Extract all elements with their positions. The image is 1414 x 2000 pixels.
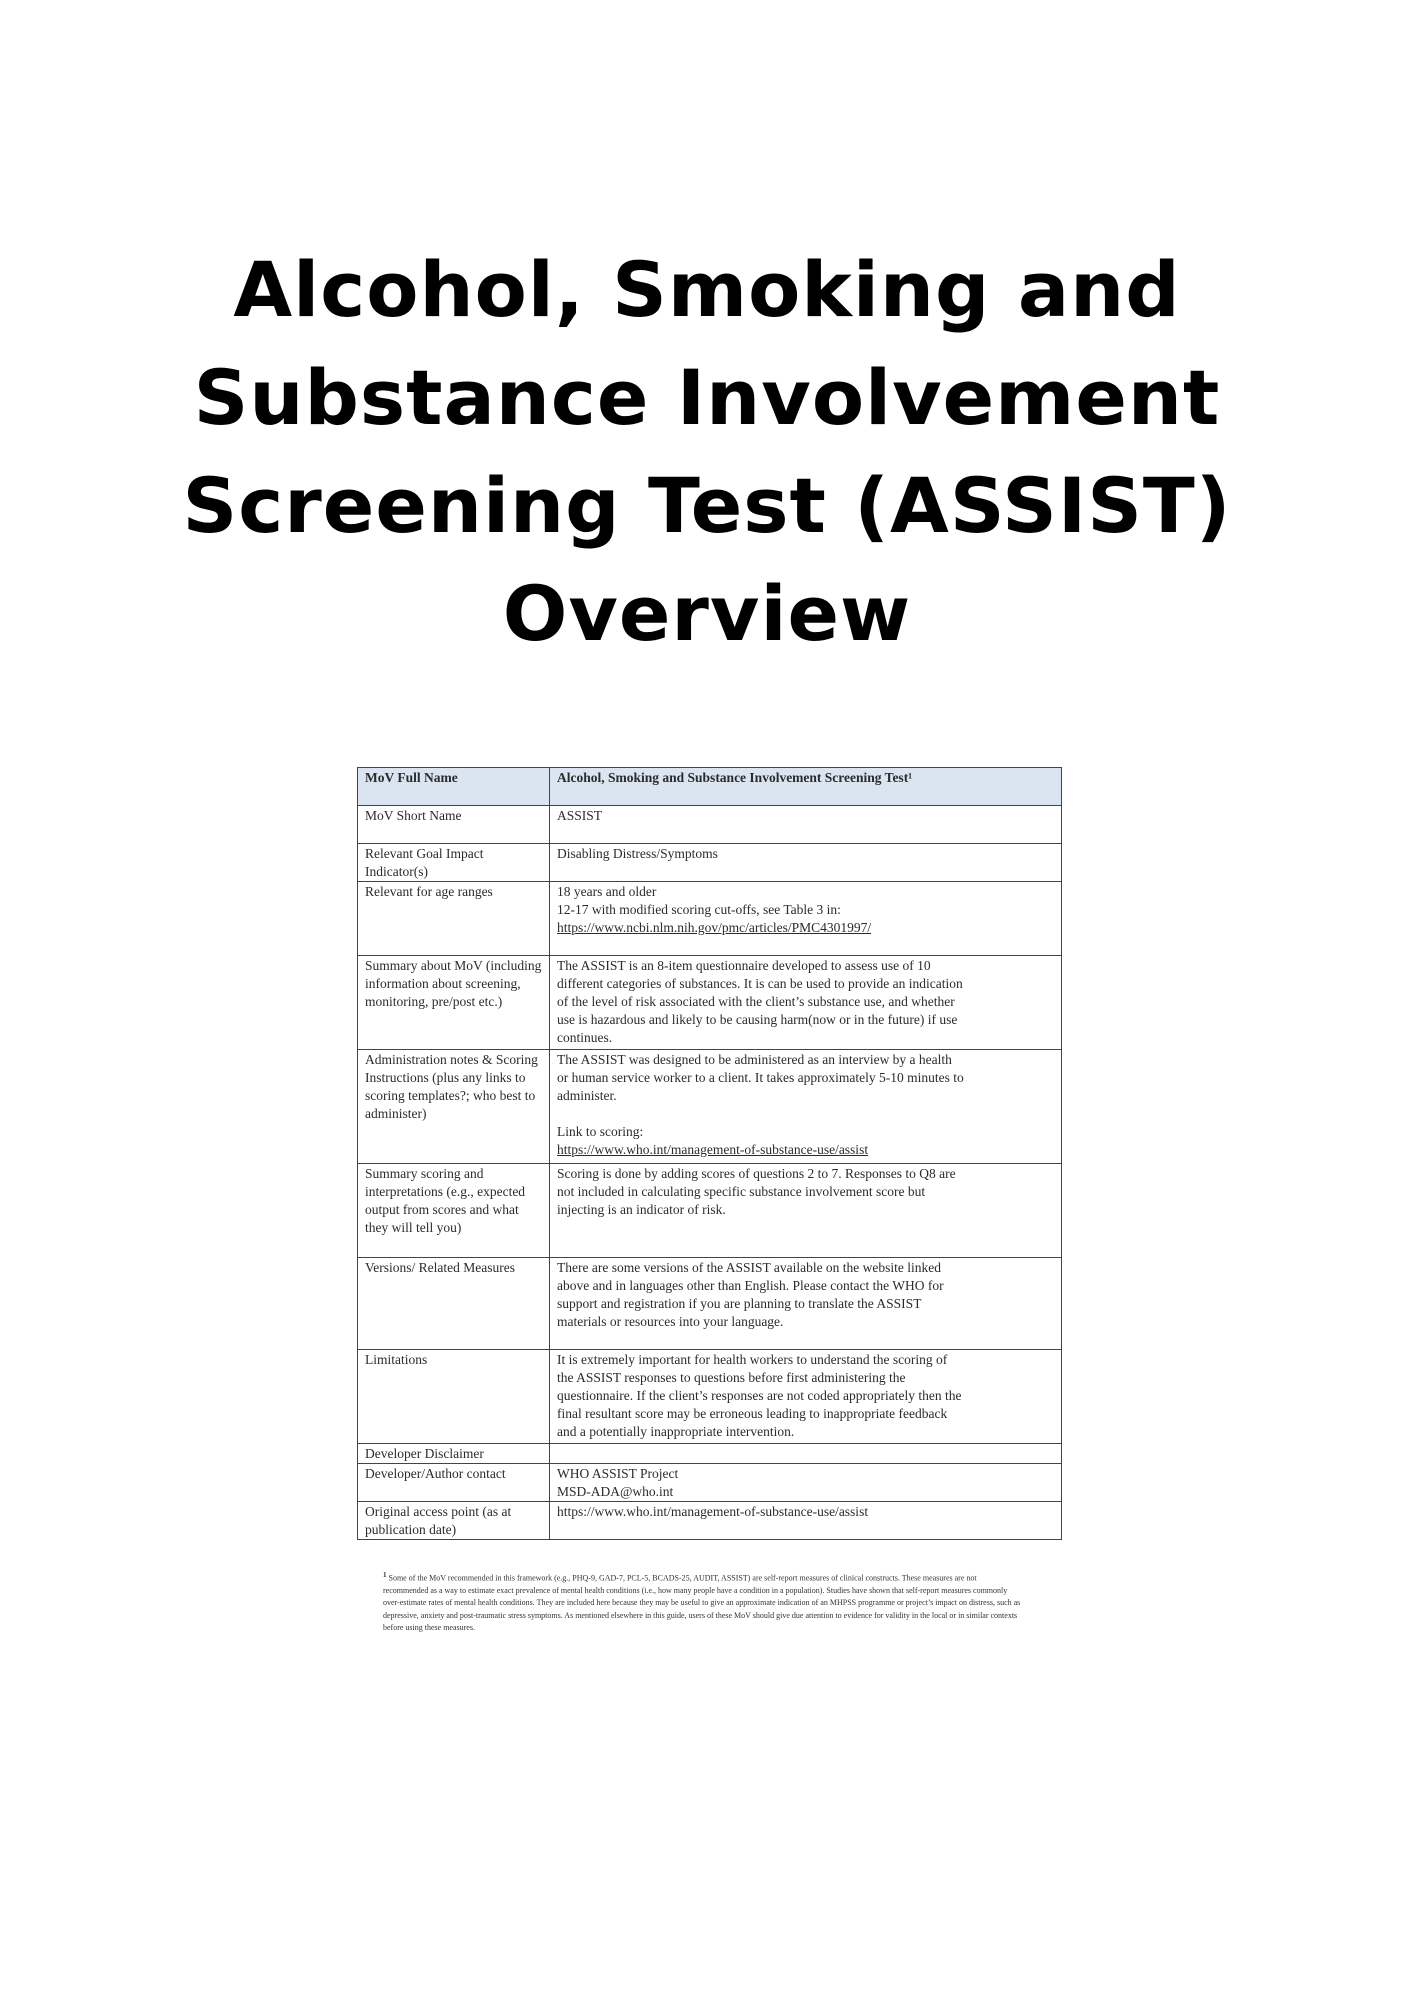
value-line: questionnaire. If the client’s responses are not coded appropriately then the (557, 1388, 962, 1403)
value-line: final resultant score may be erroneous leading to inappropriate feedback (557, 1406, 948, 1421)
row-value (550, 1464, 1062, 1502)
table-row (358, 1464, 1062, 1502)
title-line: Substance Involvement (193, 353, 1221, 442)
table-row (358, 882, 1062, 956)
row-label: Limitations (358, 1350, 550, 1444)
value-line (557, 1105, 1054, 1123)
footnote-marker: 1 (383, 1571, 387, 1579)
value-line: of the level of risk associated with the client’s substance use, and whether (557, 994, 955, 1009)
table-row (358, 1350, 1062, 1444)
value-line: or human service worker to a client. It takes approximately 5-10 minutes to (557, 1070, 964, 1085)
row-label: Administration notes & Scoring Instructions (plus any links to scoring templates?; who best to administer) (358, 1050, 550, 1164)
row-value (550, 1350, 1062, 1444)
value-line: Scoring is done by adding scores of questions 2 to 7. Responses to Q8 are (557, 1166, 956, 1181)
value-link[interactable]: https://www.who.int/management-of-substance-use/assist (557, 1142, 869, 1157)
value-line (557, 1445, 1054, 1463)
table-row (358, 844, 1062, 882)
value-line: MSD-ADA@who.int (557, 1484, 674, 1499)
value-line: support and registration if you are planning to translate the ASSIST (557, 1296, 922, 1311)
value-line: 18 years and older (557, 884, 657, 899)
row-value (550, 844, 1062, 882)
row-value (550, 768, 1062, 806)
value-line: WHO ASSIST Project (557, 1466, 679, 1481)
row-label: MoV Short Name (358, 806, 550, 844)
row-value (550, 806, 1062, 844)
table-row (358, 1502, 1062, 1540)
mov-table (357, 767, 1062, 1540)
table-row (358, 806, 1062, 844)
value-line: Alcohol, Smoking and Substance Involvement Screening Test¹ (557, 770, 913, 785)
value-line: It is extremely important for health workers to understand the scoring of (557, 1352, 948, 1367)
row-label: MoV Full Name (358, 768, 550, 806)
value-line: There are some versions of the ASSIST available on the website linked (557, 1260, 942, 1275)
row-label: Relevant Goal Impact Indicator(s) (358, 844, 550, 882)
row-label: Summary about MoV (including information about screening, monitoring, pre/post etc.) (358, 956, 550, 1050)
value-line: administer. (557, 1088, 617, 1103)
title-line: Screening Test (ASSIST) (182, 461, 1232, 550)
row-value (550, 1164, 1062, 1258)
value-link[interactable]: https://www.ncbi.nlm.nih.gov/pmc/articles/PMC4301997/ (557, 920, 872, 935)
footnote (383, 1569, 1023, 1634)
value-line: The ASSIST is an 8-item questionnaire developed to assess use of 10 (557, 958, 931, 973)
table-row (358, 956, 1062, 1050)
value-line: 12-17 with modified scoring cut-offs, see Table 3 in: (557, 902, 841, 917)
row-value (550, 1050, 1062, 1164)
table-row (358, 1258, 1062, 1350)
value-line: Disabling Distress/Symptoms (557, 846, 718, 861)
value-line: continues. (557, 1030, 613, 1045)
row-value (550, 956, 1062, 1050)
value-line: and a potentially inappropriate intervention. (557, 1424, 795, 1439)
row-label: Original access point (as at publication date) (358, 1502, 550, 1540)
page-title (100, 236, 1314, 668)
mov-table-body (358, 768, 1062, 1540)
table-header-row (358, 768, 1062, 806)
value-line: different categories of substances. It is can be used to provide an indication (557, 976, 963, 991)
value-line: materials or resources into your language. (557, 1314, 784, 1329)
table-row (358, 1164, 1062, 1258)
value-line: ASSIST (557, 808, 603, 823)
value-link[interactable]: https://www.who.int/management-of-substance-use/assist (557, 1504, 869, 1519)
title-line: Overview (502, 569, 912, 658)
value-line: Link to scoring: (557, 1124, 644, 1139)
row-label: Developer/Author contact (358, 1464, 550, 1502)
value-line: injecting is an indicator of risk. (557, 1202, 726, 1217)
row-value (550, 1502, 1062, 1540)
row-value (550, 1258, 1062, 1350)
value-line: above and in languages other than English. Please contact the WHO for (557, 1278, 944, 1293)
table-row (358, 1444, 1062, 1464)
value-line: not included in calculating specific substance involvement score but (557, 1184, 926, 1199)
title-line: Alcohol, Smoking and (233, 245, 1181, 334)
value-line: The ASSIST was designed to be administered as an interview by a health (557, 1052, 952, 1067)
row-value (550, 1444, 1062, 1464)
footnote-text: Some of the MoV recommended in this framework (e.g., PHQ-9, GAD-7, PCL-5, BCADS-25, AUDIT, ASSIST) are self-report measures of clinical constructs. These measures are not recommended as a way to estimate exact prevalence of mental health conditions (i.e., how many people have a condition in a population). Studies have shown that self-report measures commonly over-estimate rates of mental health conditions. They are included here because they may be useful to give an approximate indication of an MHPSS programme or project’s impact on distress, such as depressive, anxiety and post-traumatic stress symptoms. As mentioned elsewhere in this guide, users of these MoV should give due attention to evidence for validity in the local or in similar contexts before using these measures. (383, 1573, 1021, 1632)
value-line: the ASSIST responses to questions before first administering the (557, 1370, 906, 1385)
row-label: Summary scoring and interpretations (e.g., expected output from scores and what they will tell you) (358, 1164, 550, 1258)
row-label: Developer Disclaimer (358, 1444, 550, 1464)
value-line: use is hazardous and likely to be causing harm(now or in the future) if use (557, 1012, 958, 1027)
table-row (358, 1050, 1062, 1164)
row-value (550, 882, 1062, 956)
row-label: Relevant for age ranges (358, 882, 550, 956)
row-label: Versions/ Related Measures (358, 1258, 550, 1350)
